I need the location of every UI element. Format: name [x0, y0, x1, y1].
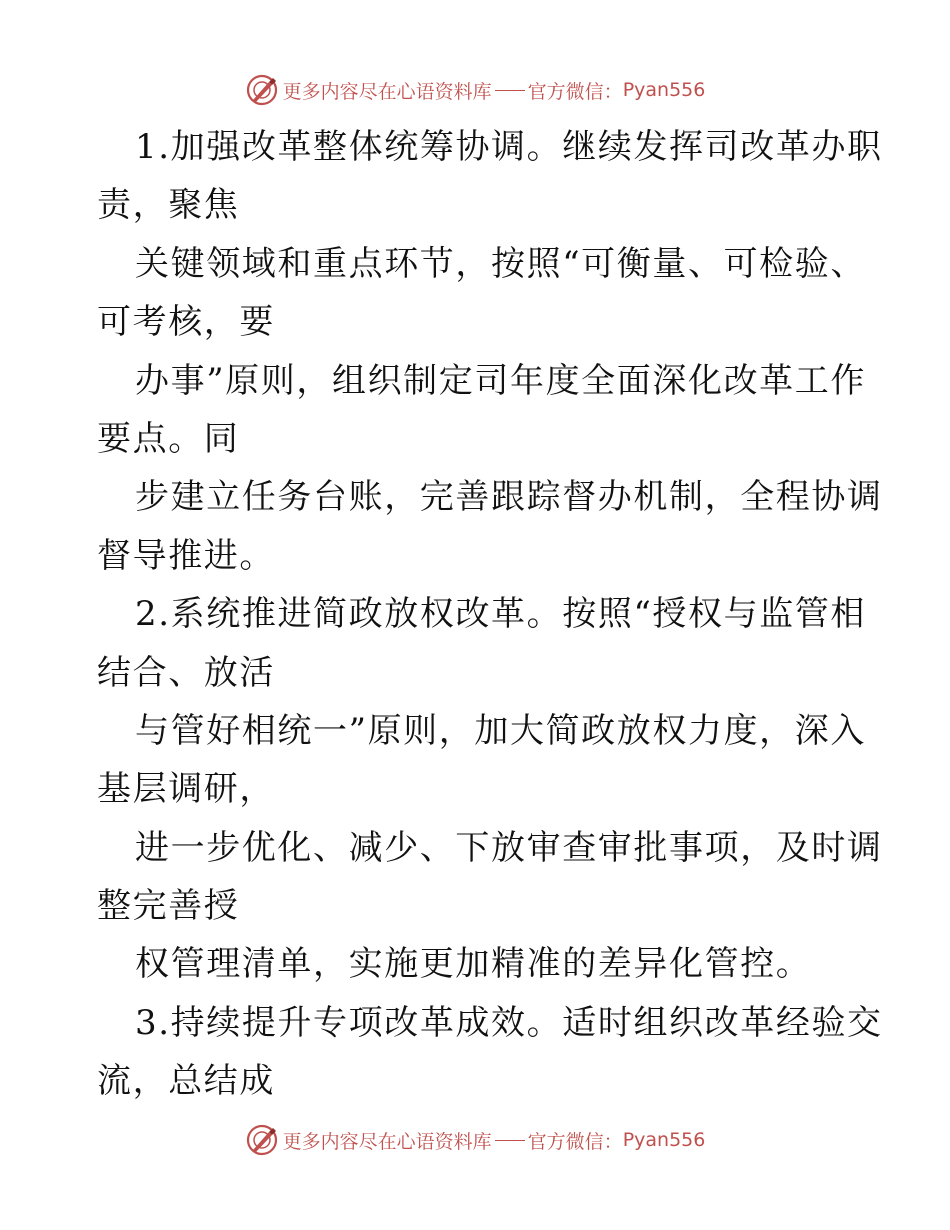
- text-line: 与管好相统一”原则，加大简政放权力度，深入: [135, 710, 866, 751]
- text-line: 要点。同: [97, 418, 240, 459]
- text-line: 3.持续提升专项改革成效。适时组织改革经验交: [135, 1002, 883, 1043]
- text-line: 可考核，要: [97, 302, 275, 343]
- text-line: 步建立任务台账，完善跟踪督办机制，全程协调: [135, 477, 883, 518]
- text-line: 结合、放活: [97, 652, 275, 693]
- text-line: 关键领域和重点环节，按照“可衡量、可检验、: [135, 243, 866, 284]
- watermark-official-label: 官方微信：: [527, 80, 623, 103]
- pen-logo-icon: [245, 73, 279, 107]
- text-line: 进一步优化、减少、下放审查审批事项，及时调: [135, 827, 883, 868]
- text-line: 办事”原则，组织制定司年度全面深化改革工作: [135, 360, 866, 401]
- header-watermark: [0, 70, 950, 110]
- watermark-separator: [495, 90, 525, 91]
- text-line: 督导推进。: [97, 535, 275, 576]
- watermark-separator: [495, 1140, 525, 1141]
- watermark-main-text: 更多内容尽在心语资料库: [282, 80, 492, 103]
- text-line: 整完善授: [97, 886, 240, 927]
- watermark-wechat-id: Pyan556: [622, 1129, 706, 1151]
- text-line: 责，聚焦: [97, 185, 240, 226]
- text-line: 1.加强改革整体统筹协调。继续发挥司改革办职: [135, 127, 883, 167]
- watermark-official-label: 官方微信：: [527, 1130, 623, 1153]
- footer-watermark: [0, 1120, 950, 1160]
- watermark-wechat-id: Pyan556: [622, 79, 706, 101]
- text-line: 流，总结成: [97, 1061, 275, 1102]
- text-line: 权管理清单，实施更加精准的差异化管控。: [135, 944, 812, 985]
- text-line: 2.系统推进简政放权改革。按照“授权与监管相: [135, 594, 867, 635]
- pen-logo-icon: [245, 1123, 279, 1157]
- body-text: [97, 118, 883, 1111]
- text-line: 基层调研，: [97, 769, 275, 810]
- watermark-main-text: 更多内容尽在心语资料库: [282, 1130, 492, 1153]
